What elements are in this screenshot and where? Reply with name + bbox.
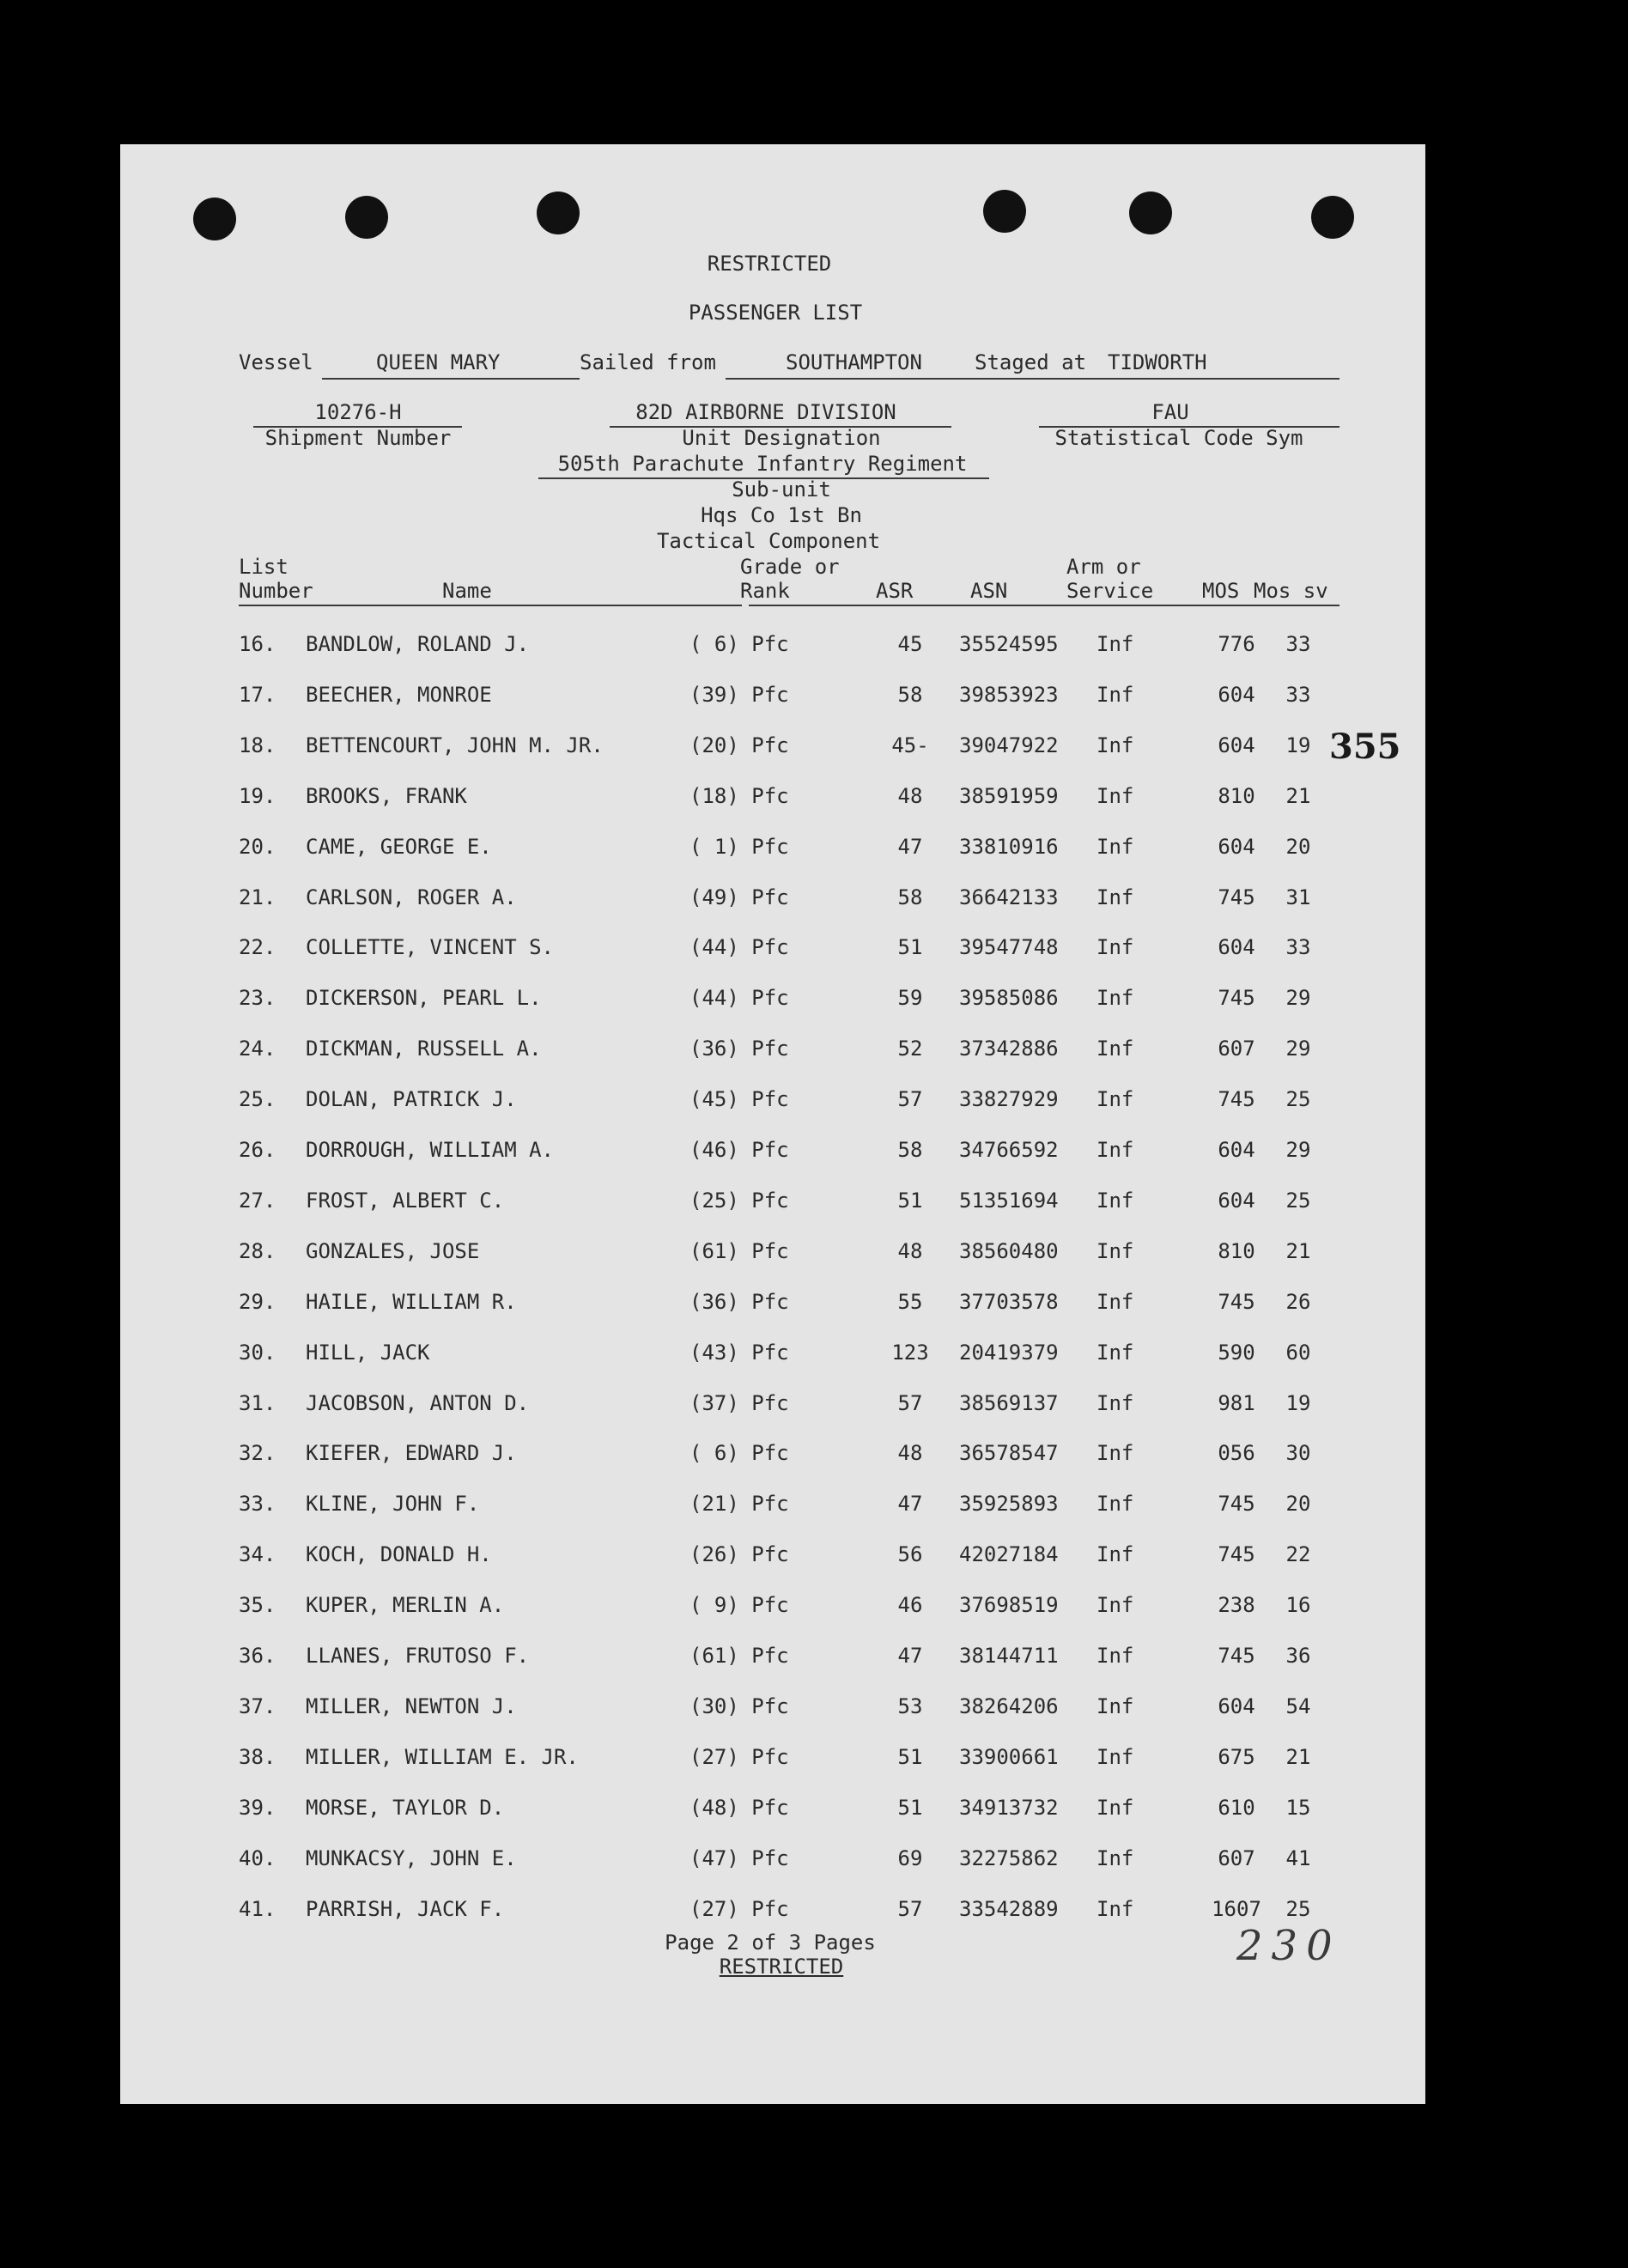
grade-rank: (43) Pfc [689,1340,789,1365]
mos-value: 604 [1218,733,1255,757]
mos-sv-value: 29 [1285,986,1311,1011]
mos-value: 745 [1218,1542,1255,1567]
shipment-number-value: 10276-H [314,400,402,424]
arm-service: Inf [1096,1087,1134,1112]
mos-sv-value: 26 [1285,1289,1311,1314]
grade-rank: (39) Pfc [689,682,789,707]
table-row [120,1138,1425,1172]
passenger-name: MORSE, TAYLOR D. [306,1795,505,1820]
list-number: 35. [239,1593,276,1618]
mos-value: 604 [1218,682,1255,707]
list-number: 17. [239,682,276,707]
mos-value: 056 [1218,1441,1255,1466]
mos-sv-value: 25 [1285,1896,1311,1921]
mos-sv-value: 20 [1285,1492,1311,1517]
asr-value: 57 [897,1896,923,1921]
asn-value: 51351694 [959,1188,1059,1213]
col-grade-line1: Grade or [740,555,840,579]
staged-at-underline [1096,378,1339,380]
asn-value: 38560480 [959,1238,1059,1263]
mos-sv-value: 33 [1285,935,1311,960]
list-number: 18. [239,733,276,757]
asr-value: 47 [897,1644,923,1668]
mos-sv-value: 31 [1285,885,1311,909]
punch-hole [1129,192,1172,234]
mos-sv-value: 25 [1285,1087,1311,1112]
mos-value: 745 [1218,1644,1255,1668]
list-number: 29. [239,1289,276,1314]
statistical-code-value: FAU [1151,400,1189,424]
restricted-footer: RESTRICTED [719,1955,844,1979]
arm-service: Inf [1096,1238,1134,1263]
punch-hole [983,190,1026,233]
mos-value: 607 [1218,1845,1255,1870]
table-row [120,935,1425,970]
table-row [120,784,1425,818]
list-number: 19. [239,783,276,808]
mos-value: 675 [1218,1744,1255,1769]
asr-value: 55 [897,1289,923,1314]
vessel-underline [322,378,580,380]
grade-rank: (25) Pfc [689,1188,789,1213]
grade-rank: (36) Pfc [689,1289,789,1314]
list-number: 31. [239,1390,276,1415]
arm-service: Inf [1096,783,1134,808]
list-number: 20. [239,834,276,859]
punch-hole [345,196,388,239]
list-number: 21. [239,885,276,909]
passenger-name: BETTENCOURT, JOHN M. JR. [306,733,604,757]
asn-value: 38264206 [959,1693,1059,1718]
table-row [120,1796,1425,1830]
unit-designation-value: 82D AIRBORNE DIVISION [635,400,896,424]
table-row [120,1087,1425,1122]
mos-value: 604 [1218,1693,1255,1718]
restricted-header: RESTRICTED [707,252,832,276]
arm-service: Inf [1096,1138,1134,1162]
punch-hole [537,192,580,234]
passenger-name: BANDLOW, ROLAND J. [306,632,530,656]
asn-value: 32275862 [959,1845,1059,1870]
list-number: 23. [239,986,276,1011]
col-mos: MOS [1202,579,1240,603]
arm-service: Inf [1096,834,1134,859]
asn-value: 33827929 [959,1087,1059,1112]
arm-service: Inf [1096,1037,1134,1061]
table-row [120,1189,1425,1223]
page-indicator: Page 2 of 3 Pages [665,1931,876,1955]
mos-value: 238 [1218,1593,1255,1618]
vessel-value: QUEEN MARY [376,350,501,374]
asn-value: 42027184 [959,1542,1059,1567]
asr-value: 123 [891,1340,929,1365]
mos-sv-value: 36 [1285,1644,1311,1668]
arm-service: Inf [1096,1390,1134,1415]
asn-value: 37698519 [959,1593,1059,1618]
table-row [120,835,1425,869]
asn-value: 33810916 [959,834,1059,859]
list-number: 37. [239,1693,276,1718]
list-number: 40. [239,1845,276,1870]
asr-value: 45- [891,733,929,757]
mos-value: 604 [1218,834,1255,859]
asr-value: 53 [897,1693,923,1718]
unit-designation-label: Unit Designation [682,426,881,450]
grade-rank: (61) Pfc [689,1238,789,1263]
mos-value: 981 [1218,1390,1255,1415]
column-header-underline-right [749,605,1339,606]
arm-service: Inf [1096,1795,1134,1820]
staged-at-value: TIDWORTH [1108,350,1207,374]
grade-rank: (21) Pfc [689,1492,789,1517]
grade-rank: (30) Pfc [689,1693,789,1718]
arm-service: Inf [1096,1593,1134,1618]
table-row [120,683,1425,717]
grade-rank: (26) Pfc [689,1542,789,1567]
list-number: 25. [239,1087,276,1112]
asn-value: 33542889 [959,1896,1059,1921]
asr-value: 57 [897,1087,923,1112]
asr-value: 45 [897,632,923,656]
col-list-number-line2: Number [239,579,313,603]
passenger-name: COLLETTE, VINCENT S. [306,935,554,960]
list-number: 24. [239,1037,276,1061]
asn-value: 39047922 [959,733,1059,757]
passenger-name: GONZALES, JOSE [306,1238,480,1263]
list-number: 16. [239,632,276,656]
grade-rank: (61) Pfc [689,1644,789,1668]
arm-service: Inf [1096,1693,1134,1718]
asn-value: 35925893 [959,1492,1059,1517]
table-row [120,1593,1425,1627]
mos-sv-value: 29 [1285,1037,1311,1061]
punch-hole [193,198,236,240]
col-asr: ASR [876,579,914,603]
passenger-name: BEECHER, MONROE [306,682,492,707]
asr-value: 56 [897,1542,923,1567]
list-number: 27. [239,1188,276,1213]
grade-rank: (49) Pfc [689,885,789,909]
passenger-name: JACOBSON, ANTON D. [306,1390,530,1415]
asn-value: 36578547 [959,1441,1059,1466]
col-grade-line2: Rank [740,579,790,603]
list-number: 39. [239,1795,276,1820]
mos-sv-value: 22 [1285,1542,1311,1567]
staged-at-label: Staged at [975,350,1087,374]
asr-value: 47 [897,1492,923,1517]
passenger-name: BROOKS, FRANK [306,783,467,808]
mos-sv-value: 15 [1285,1795,1311,1820]
grade-rank: (20) Pfc [689,733,789,757]
grade-rank: (47) Pfc [689,1845,789,1870]
grade-rank: (37) Pfc [689,1390,789,1415]
stamp-number: 355 [1329,727,1401,767]
table-row [120,632,1425,666]
asr-value: 52 [897,1037,923,1061]
asr-value: 58 [897,682,923,707]
passenger-name: FROST, ALBERT C. [306,1188,505,1213]
arm-service: Inf [1096,1188,1134,1213]
passenger-name: MUNKACSY, JOHN E. [306,1845,517,1870]
asr-value: 51 [897,935,923,960]
grade-rank: (27) Pfc [689,1744,789,1769]
asr-value: 51 [897,1795,923,1820]
list-number: 22. [239,935,276,960]
asn-value: 34913732 [959,1795,1059,1820]
mos-value: 604 [1218,935,1255,960]
table-row [120,1037,1425,1071]
handwritten-number: 230 [1236,1922,1341,1970]
mos-value: 745 [1218,1492,1255,1517]
tactical-component-value: Hqs Co 1st Bn [701,503,862,527]
passenger-name: KIEFER, EDWARD J. [306,1441,517,1466]
mos-sv-value: 16 [1285,1593,1311,1618]
mos-sv-value: 54 [1285,1693,1311,1718]
asr-value: 58 [897,885,923,909]
table-row [120,1492,1425,1526]
sailed-from-underline [726,378,1096,380]
mos-sv-value: 25 [1285,1188,1311,1213]
document-page [120,144,1425,2104]
asn-value: 38569137 [959,1390,1059,1415]
table-row [120,1341,1425,1375]
grade-rank: (18) Pfc [689,783,789,808]
mos-value: 604 [1218,1188,1255,1213]
asr-value: 48 [897,1441,923,1466]
passenger-name: KUPER, MERLIN A. [306,1593,505,1618]
table-row [120,1290,1425,1324]
list-number: 28. [239,1238,276,1263]
list-number: 36. [239,1644,276,1668]
grade-rank: (36) Pfc [689,1037,789,1061]
asn-value: 39547748 [959,935,1059,960]
mos-sv-value: 33 [1285,632,1311,656]
asn-value: 39853923 [959,682,1059,707]
arm-service: Inf [1096,935,1134,960]
asn-value: 33900661 [959,1744,1059,1769]
asn-value: 20419379 [959,1340,1059,1365]
arm-service: Inf [1096,1492,1134,1517]
arm-service: Inf [1096,1441,1134,1466]
col-list-number-line1: List [239,555,289,579]
passenger-name: DICKMAN, RUSSELL A. [306,1037,542,1061]
mos-sv-value: 29 [1285,1138,1311,1162]
sub-unit-label: Sub-unit [732,477,831,502]
arm-service: Inf [1096,1340,1134,1365]
column-header-underline-left [239,605,742,606]
list-number: 26. [239,1138,276,1162]
table-row [120,1745,1425,1779]
table-row [120,885,1425,920]
asr-value: 59 [897,986,923,1011]
grade-rank: (44) Pfc [689,986,789,1011]
mos-value: 745 [1218,885,1255,909]
table-row [120,986,1425,1020]
col-arm-line2: Service [1066,579,1154,603]
passenger-name: KOCH, DONALD H. [306,1542,492,1567]
passenger-name: DICKERSON, PEARL L. [306,986,542,1011]
mos-sv-value: 19 [1285,1390,1311,1415]
grade-rank: (46) Pfc [689,1138,789,1162]
mos-value: 1607 [1212,1896,1261,1921]
table-row [120,1239,1425,1274]
grade-rank: ( 6) Pfc [689,1441,789,1466]
passenger-name: LLANES, FRUTOSO F. [306,1644,530,1668]
shipment-number-label: Shipment Number [264,426,452,450]
passenger-name: DORROUGH, WILLIAM A. [306,1138,554,1162]
asr-value: 58 [897,1138,923,1162]
list-number: 41. [239,1896,276,1921]
arm-service: Inf [1096,986,1134,1011]
asn-value: 37342886 [959,1037,1059,1061]
sailed-from-label: Sailed from [580,350,716,374]
arm-service: Inf [1096,1744,1134,1769]
sailed-from-value: SOUTHAMPTON [786,350,922,374]
mos-sv-value: 41 [1285,1845,1311,1870]
list-number: 38. [239,1744,276,1769]
asn-value: 34766592 [959,1138,1059,1162]
asr-value: 47 [897,834,923,859]
mos-sv-value: 19 [1285,733,1311,757]
asn-value: 38591959 [959,783,1059,808]
mos-value: 745 [1218,1289,1255,1314]
grade-rank: (45) Pfc [689,1087,789,1112]
mos-sv-value: 21 [1285,1238,1311,1263]
arm-service: Inf [1096,885,1134,909]
grade-rank: ( 6) Pfc [689,632,789,656]
list-number: 34. [239,1542,276,1567]
asr-value: 51 [897,1188,923,1213]
passenger-name: PARRISH, JACK F. [306,1896,505,1921]
mos-value: 607 [1218,1037,1255,1061]
asr-value: 48 [897,1238,923,1263]
arm-service: Inf [1096,1845,1134,1870]
passenger-name: CARLSON, ROGER A. [306,885,517,909]
asr-value: 46 [897,1593,923,1618]
mos-sv-value: 33 [1285,682,1311,707]
arm-service: Inf [1096,682,1134,707]
table-row [120,1694,1425,1729]
table-row [120,1441,1425,1475]
asn-value: 36642133 [959,885,1059,909]
mos-sv-value: 21 [1285,1744,1311,1769]
asr-value: 51 [897,1744,923,1769]
mos-value: 604 [1218,1138,1255,1162]
arm-service: Inf [1096,632,1134,656]
mos-value: 776 [1218,632,1255,656]
arm-service: Inf [1096,1896,1134,1921]
sub-unit-value: 505th Parachute Infantry Regiment [557,452,968,476]
mos-value: 745 [1218,1087,1255,1112]
list-number: 30. [239,1340,276,1365]
mos-value: 810 [1218,783,1255,808]
grade-rank: (48) Pfc [689,1795,789,1820]
mos-sv-value: 21 [1285,783,1311,808]
passenger-name: CAME, GEORGE E. [306,834,492,859]
asr-value: 69 [897,1845,923,1870]
grade-rank: ( 9) Pfc [689,1593,789,1618]
passenger-name: HILL, JACK [306,1340,430,1365]
vessel-label: Vessel [239,350,313,374]
grade-rank: (44) Pfc [689,935,789,960]
table-row [120,1846,1425,1881]
statistical-code-label: Statistical Code Sym [1054,426,1303,450]
asn-value: 35524595 [959,632,1059,656]
mos-value: 610 [1218,1795,1255,1820]
asr-value: 57 [897,1390,923,1415]
passenger-name: MILLER, WILLIAM E. JR. [306,1744,579,1769]
mos-sv-value: 30 [1285,1441,1311,1466]
mos-value: 810 [1218,1238,1255,1263]
grade-rank: ( 1) Pfc [689,834,789,859]
col-mos-sv: Mos sv [1254,579,1328,603]
col-arm-line1: Arm or [1066,555,1141,579]
document-title: PASSENGER LIST [688,301,863,325]
table-row [120,1644,1425,1678]
arm-service: Inf [1096,733,1134,757]
tactical-component-label: Tactical Component [656,529,881,553]
mos-sv-value: 60 [1285,1340,1311,1365]
asn-value: 39585086 [959,986,1059,1011]
table-row [120,1542,1425,1577]
passenger-name: HAILE, WILLIAM R. [306,1289,517,1314]
list-number: 32. [239,1441,276,1466]
col-name: Name [442,579,492,603]
col-asn: ASN [970,579,1008,603]
passenger-name: MILLER, NEWTON J. [306,1693,517,1718]
asn-value: 37703578 [959,1289,1059,1314]
mos-value: 590 [1218,1340,1255,1365]
mos-sv-value: 20 [1285,834,1311,859]
asr-value: 48 [897,783,923,808]
table-row [120,733,1425,768]
passenger-name: DOLAN, PATRICK J. [306,1087,517,1112]
arm-service: Inf [1096,1644,1134,1668]
grade-rank: (27) Pfc [689,1896,789,1921]
punch-hole [1311,196,1354,239]
passenger-name: KLINE, JOHN F. [306,1492,480,1517]
list-number: 33. [239,1492,276,1517]
mos-value: 745 [1218,986,1255,1011]
table-row [120,1391,1425,1426]
table-row [120,1897,1425,1931]
arm-service: Inf [1096,1289,1134,1314]
arm-service: Inf [1096,1542,1134,1567]
asn-value: 38144711 [959,1644,1059,1668]
